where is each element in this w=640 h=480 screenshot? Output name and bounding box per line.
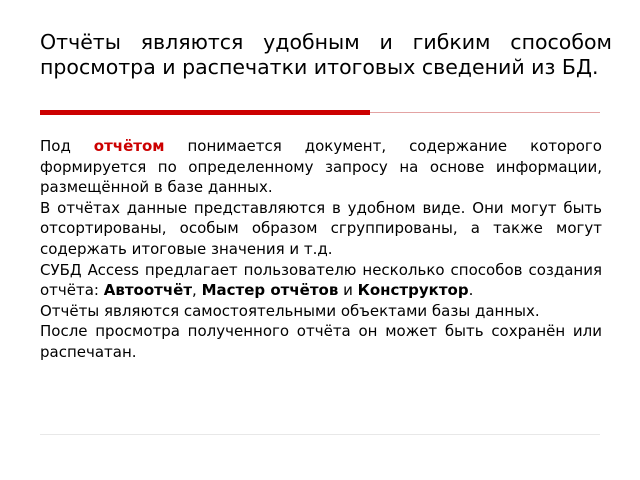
slide-body — [40, 136, 602, 363]
separator: и — [338, 281, 358, 300]
paragraph-creation-methods — [40, 260, 602, 301]
paragraph-definition — [40, 136, 602, 198]
bottom-divider — [40, 434, 600, 435]
slide-title: Отчёты являются удобным и гибким способом просмотра и распечатки итоговых сведений из БД. — [40, 30, 612, 79]
paragraph-presentation: В отчётах данные представляются в удобном виде. Они могут быть отсортированы, особым образом сгруппированы, а также могут содержать итоговые значения и т.д. — [40, 198, 602, 258]
method-designer: Конструктор — [357, 281, 469, 300]
paragraph-objects: Отчёты являются самостоятельными объектами базы данных. — [40, 301, 540, 320]
paragraph-save-print: После просмотра полученного отчёта он может быть сохранён или распечатан. — [40, 322, 602, 361]
paragraph-text: понимается документ, содержание которого формируется по определенному запросу на основе информации, размещённой в базе данных. — [40, 137, 602, 197]
method-report-wizard: Мастер отчётов — [201, 281, 339, 300]
paragraph-text: Под — [40, 137, 94, 155]
method-autoreport: Автоотчёт — [103, 281, 193, 300]
separator: . — [468, 281, 474, 300]
separator: , — [192, 281, 202, 300]
paragraph-text: СУБД Access предлагает пользователю несколько способов создания отчёта: — [40, 260, 602, 300]
highlighted-term: отчётом — [93, 137, 165, 155]
title-divider-accent — [40, 110, 370, 115]
